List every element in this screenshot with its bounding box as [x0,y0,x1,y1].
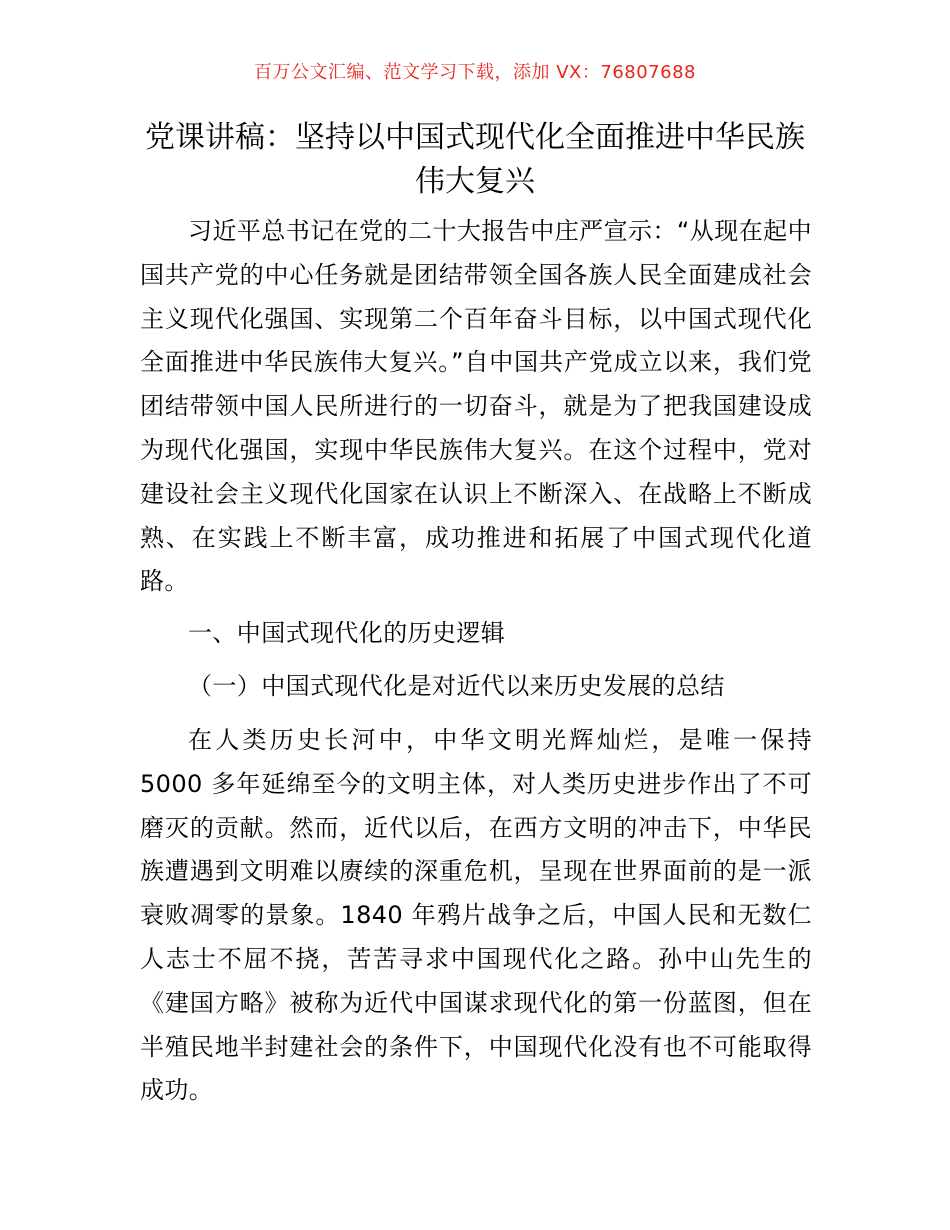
section-heading-1: 一、中国式现代化的历史逻辑 [188,619,506,647]
subsection-heading-1: （一）中国式现代化是对近代以来历史发展的总结 [188,672,725,700]
intro-paragraph: 习近平总书记在党的二十大报告中庄严宣示：“从现在起中国共产党的中心任务就是团结带领全国各族人民全面建成社会主义现代化强国、实现第二个百年奋斗目标，以中国式现代化全面推进中华民族伟大复兴。”自中国共产党成立以来，我们党团结带领中国人民所进行的一切奋斗，就是为了把我国建设成为现代化强国，实现中华民族伟大复兴。在这个过程中，党对建设社会主义现代化国家在认识上不断深入、在战略上不断成熟、在实践上不断丰富，成功推进和拓展了中国式现代化道路。 [140,217,812,596]
watermark-header: 百万公文汇编、范文学习下载，添加 VX：76807688 [254,62,696,83]
page-title: 党课讲稿：坚持以中国式现代化全面推进中华民族伟大复兴 [145,120,805,199]
section-paragraph-1: 在人类历史长河中，中华文明光辉灿烂，是唯一保持 5000 多年延绵至今的文明主体，对人类历史进步作出了不可磨灭的贡献。然而，近代以后，在西方文明的冲击下，中华民族遭遇到文明难以赓续的深重危机，呈现在世界面前的是一派衰败凋零的景象。1840 年鸦片战争之后，中国人民和无数仁人志士不屈不挠，苦苦寻求中国现代化之路。孙中山先生的《建国方略》被称为近代中国谋求现代化的第一份蓝图，但在半殖民地半封建社会的条件下，中国现代化没有也不可能取得成功。 [140,726,812,1105]
